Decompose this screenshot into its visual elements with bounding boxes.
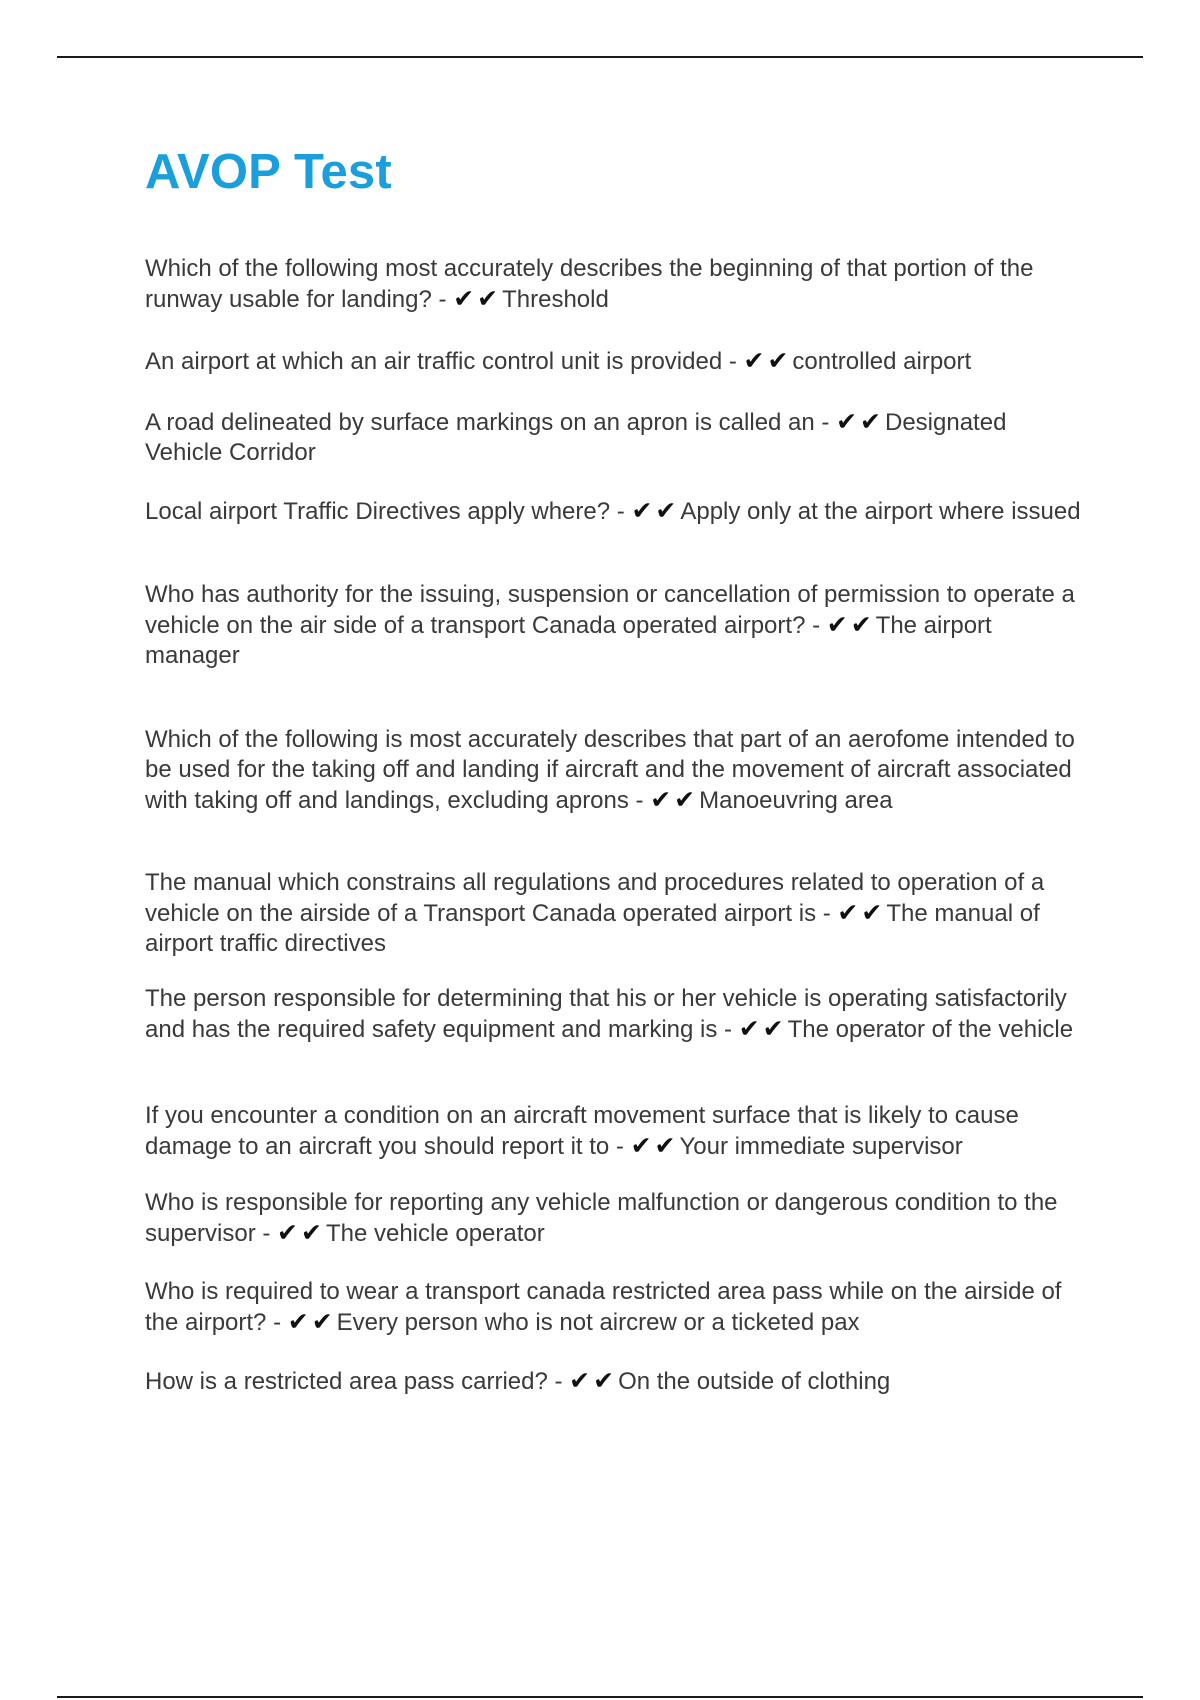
answer-text: The airport manager: [145, 612, 992, 669]
double-check-icon: ✔✔: [837, 898, 886, 927]
question-text: An airport at which an air traffic control unit is provided -: [145, 348, 737, 375]
double-check-icon: ✔✔: [277, 1218, 325, 1247]
answer-text: The vehicle operator: [325, 1220, 545, 1247]
double-check-icon: ✔✔: [836, 407, 884, 436]
qa-item: [145, 1277, 1090, 1338]
qa-item: [145, 1366, 1090, 1397]
double-check-icon: ✔✔: [738, 1014, 787, 1043]
bottom-rule: [57, 1696, 1143, 1698]
question-text: Local airport Traffic Directives apply where? -: [145, 498, 625, 525]
answer-text: Every person who is not aircrew or a ticketed pax: [336, 1309, 860, 1336]
top-rule: [57, 56, 1143, 58]
qa-item: [145, 725, 1090, 816]
question-text: Who has authority for the issuing, suspension or cancellation of permission to operate a vehicle on the air side of a transport Canada operated airport? -: [145, 581, 1075, 639]
answer-text: Apply only at the airport where issued: [680, 498, 1081, 525]
double-check-icon: ✔✔: [453, 284, 502, 313]
question-text: Who is responsible for reporting any vehicle malfunction or dangerous condition to the supervisor -: [145, 1189, 1058, 1247]
question-text: Which of the following is most accurately describes that part of an aerofome intended to be used for the taking off and landing if aircraft and the movement of aircraft associated with taking off and landings, excluding aprons -: [145, 726, 1075, 814]
double-check-icon: ✔✔: [630, 1131, 679, 1160]
qa-item: [145, 496, 1090, 527]
question-text: If you encounter a condition on an aircraft movement surface that is likely to cause damage to an aircraft you should report it to -: [145, 1102, 1019, 1160]
answer-text: Threshold: [502, 286, 609, 313]
qa-item: [145, 868, 1090, 959]
qa-item: [145, 254, 1090, 315]
answer-text: Manoeuvring area: [699, 787, 893, 814]
qa-item: [145, 1101, 1090, 1162]
answer-text: Designated Vehicle Corridor: [145, 409, 1007, 466]
answer-text: controlled airport: [792, 348, 972, 375]
answer-text: On the outside of clothing: [618, 1368, 891, 1395]
answer-text: The operator of the vehicle: [787, 1016, 1074, 1043]
double-check-icon: ✔✔: [826, 610, 875, 639]
qa-item: [145, 346, 1090, 377]
answer-text: Your immediate supervisor: [679, 1133, 963, 1160]
double-check-icon: ✔✔: [569, 1366, 618, 1395]
double-check-icon: ✔✔: [631, 496, 680, 525]
page-title: AVOP Test: [145, 145, 392, 199]
question-text: A road delineated by surface markings on an apron is called an -: [145, 409, 830, 436]
qa-item: [145, 984, 1090, 1045]
question-text: The person responsible for determining that his or her vehicle is operating satisfactorily and has the required safety equipment and marking is -: [145, 985, 1067, 1043]
question-text: The manual which constrains all regulations and procedures related to operation of a vehicle on the airside of a Transport Canada operated airport is -: [145, 869, 1045, 927]
qa-item: [145, 1188, 1090, 1249]
double-check-icon: ✔✔: [743, 346, 792, 375]
qa-item: [145, 407, 1090, 468]
qa-item: [145, 580, 1090, 671]
question-text: Which of the following most accurately describes the beginning of that portion of the runway usable for landing? -: [145, 255, 1034, 313]
question-text: How is a restricted area pass carried? -: [145, 1368, 563, 1395]
question-text: Who is required to wear a transport canada restricted area pass while on the airside of the airport? -: [145, 1278, 1062, 1336]
double-check-icon: ✔✔: [650, 785, 699, 814]
double-check-icon: ✔✔: [287, 1307, 336, 1336]
answer-text: The manual of airport traffic directives: [145, 900, 1040, 957]
